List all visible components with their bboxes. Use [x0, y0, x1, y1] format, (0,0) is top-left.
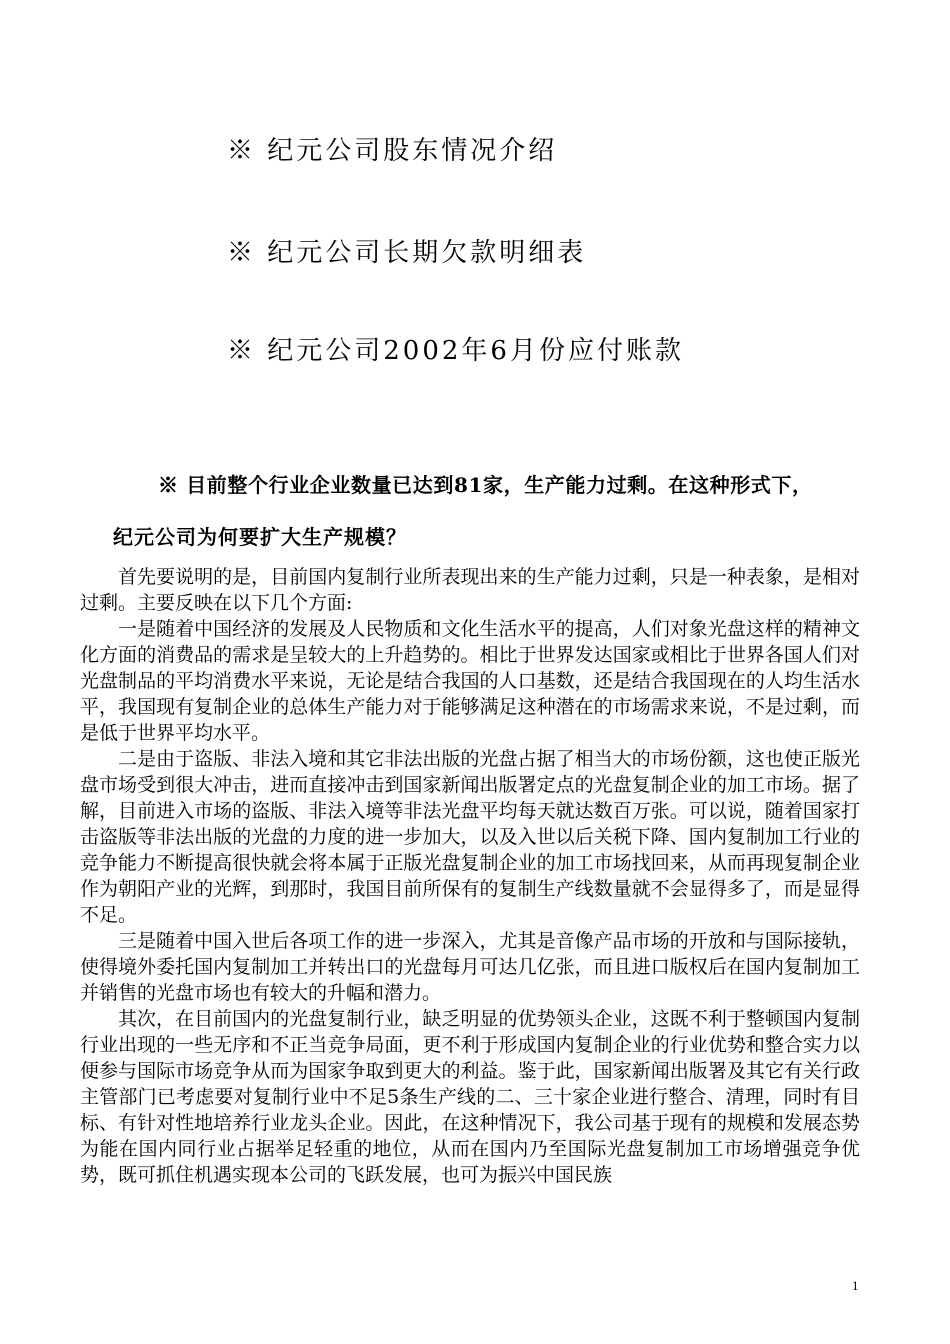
paragraph: 三是随着中国入世后各项工作的进一步深入，尤其是音像产品市场的开放和与国际接轨，使得境外委托国内复制加工并转出口的光盘每月可达几亿张，而且进口版权后在国内复制加工并销售的光盘市场也有较大的升幅和潜力。 [80, 930, 860, 1004]
paragraph: 其次，在目前国内的光盘复制行业，缺乏明显的优势领头企业，这既不利于整顿国内复制行业出现的一些无序和不正当竞争局面，更不利于形成国内复制企业的行业优势和整合实力以便参与国际市场竞争从而为国家争取到更大的利益。鉴于此，国家新闻出版署及其它有关行政主管部门已考虑要对复制行业中不足5条生产线的二、三十家企业进行整合、清理，同时有目标、有针对性地培养行业龙头企业。因此，在这种情况下，我公司基于现有的规模和发展态势为能在国内同行业占据举足轻重的地位，从而在国内乃至国际光盘复制加工市场增强竞争优势，既可抓住机遇实现本公司的飞跃发展，也可为振兴中国民族 [80, 1008, 860, 1186]
question-line-2: 纪元公司为何要扩大生产规模？ [113, 525, 407, 549]
heading-long-term-debts: ※ 纪元公司长期欠款明细表 [227, 238, 587, 268]
question-line-1: ※ 目前整个行业企业数量已达到81家，生产能力过剩。在这种形式下， [158, 473, 813, 497]
heading-shareholders: ※ 纪元公司股东情况介绍 [227, 136, 558, 166]
paragraph: 首先要说明的是，目前国内复制行业所表现出来的生产能力过剩，只是一种表象，是相对过剩。主要反映在以下几个方面: [80, 566, 860, 614]
paragraph: 二是由于盗版、非法入境和其它非法出版的光盘占据了相当大的市场份额，这也使正版光盘市场受到很大冲击，进而直接冲击到国家新闻出版署定点的光盘复制企业的加工市场。据了解，目前进入市场的盗版、非法入境等非法光盘平均每天就达数百万张。可以说，随着国家打击盗版等非法出版的光盘的力度的进一步加大，以及入世以后关税下降、国内复制加工行业的竞争能力不断提高很快就会将本属于正版光盘复制企业的加工市场找回来，从而再现复制企业作为朝阳产业的光辉，到那时，我国目前所保有的复制生产线数量就不会显得多了，而是显得不足。 [80, 748, 860, 926]
paragraph: 一是随着中国经济的发展及人民物质和文化生活水平的提高，人们对象光盘这样的精神文化方面的消费品的需求是呈较大的上升趋势的。相比于世界发达国家或相比于世界各国人们对光盘制品的平均消费水平来说，无论是结合我国的人口基数，还是结合我国现在的人均生活水平，我国现有复制企业的总体生产能力对于能够满足这种潜在的市场需求来说，不是过剩，而是低于世界平均水平。 [80, 618, 860, 744]
page-number: 1 [852, 1278, 859, 1293]
body-text [80, 564, 860, 1188]
heading-accounts-payable: ※ 纪元公司2002年6月份应付账款 [227, 336, 684, 366]
